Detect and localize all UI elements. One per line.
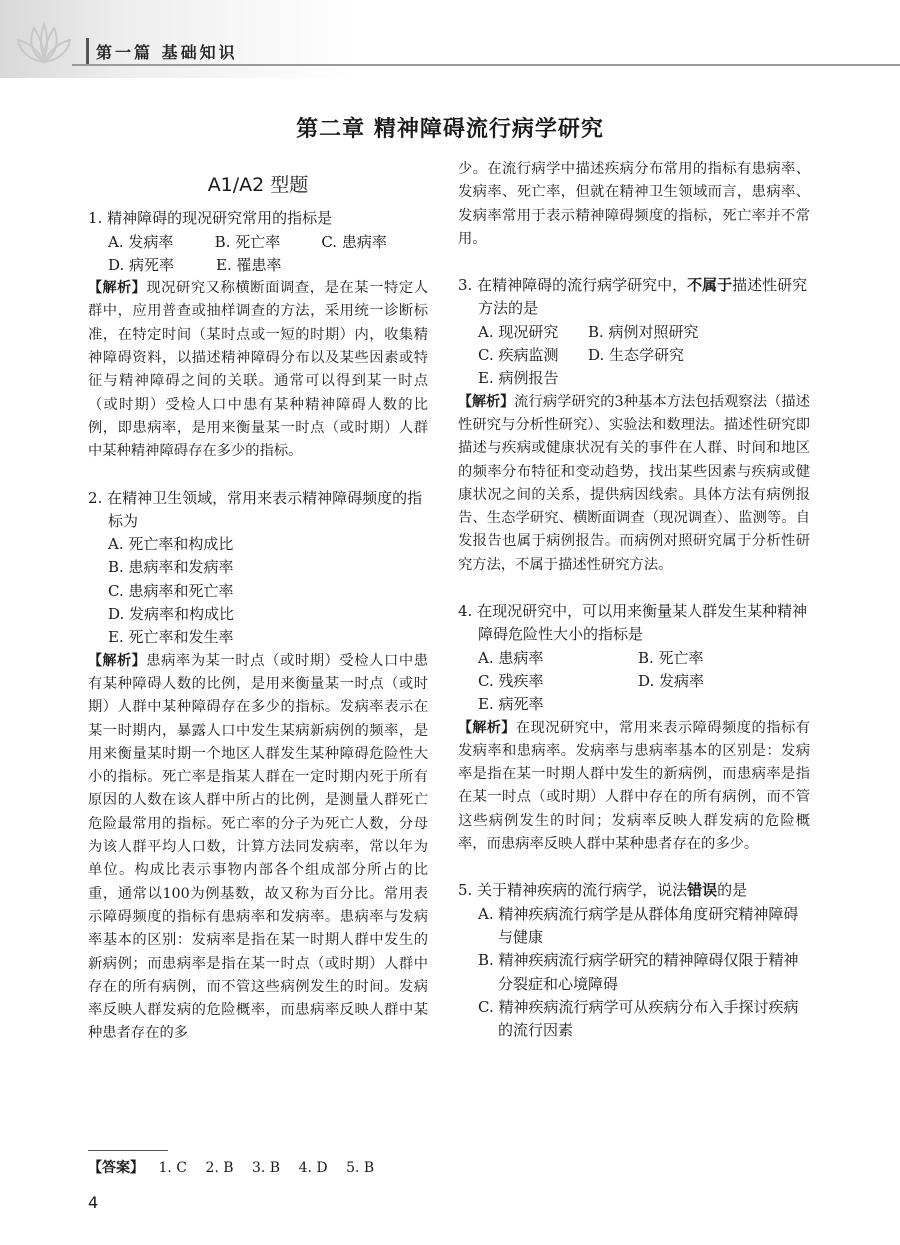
explanation-tag: 【解析】 xyxy=(88,652,147,669)
option-a: A. 发病率 xyxy=(108,232,174,251)
left-column xyxy=(88,158,428,1046)
explanation xyxy=(458,391,810,577)
question-5 xyxy=(458,879,810,1042)
explanation-text: 流行病学研究的3种基本方法包括观察法（描述性研究与分析性研究）、实验法和数理法。描述性研究即描述与疾病或健康状况有关的事件在人群、时间和地区的频率分布特征和变动趋势，找出某些因素与疾病或健康状况之间的关系，提供病因线索。具体方法有病例报告、生态学研究、横断面调查（现况调查）、监测等。自发报告也属于病例报告。而病例对照研究属于分析性研究方法，不属于描述性研究方法。 xyxy=(458,393,810,573)
answer-key xyxy=(88,1157,388,1177)
question-2 xyxy=(88,487,428,1046)
options xyxy=(458,321,810,391)
chapter-title: 第二章 精神障碍流行病学研究 xyxy=(296,116,604,142)
answer-item: 3. B xyxy=(252,1160,281,1176)
explanation-text: 在现况研究中，常用来表示障碍频度的指标有发病率和患病率。发病率与患病率基本的区别是：发病率是指在某一时期人群中发生的新病例，而患病率是指在某一时点（或时期）人群中存在的所有病例，而不管这些病例发生的时间；发病率反映人群发病的危险概率，而患病率反映人群中某种患者存在的多少。 xyxy=(458,719,810,853)
option-b: B. 病例对照研究 xyxy=(588,322,699,341)
answer-item: 5. B xyxy=(346,1160,375,1176)
explanation-tag: 【解析】 xyxy=(458,393,515,410)
explanation-text: 现况研究又称横断面调查，是在某一特定人群中，应用普查或抽样调查的方法，采用统一诊断标准，在特定时间（某时点或一短的时期）内，收集精神障碍资料，以描述精神障碍分布以及某些因素或特征与精神障碍之间的关联。通常可以得到某一时点（或时期）受检人口中患有某种精神障碍人数的比例，即患病率，是用来衡量某一时点（或时期）人群中某种精神障碍存在多少的指标。 xyxy=(88,280,429,460)
footer-rule xyxy=(88,1150,168,1151)
explanation xyxy=(88,277,428,463)
explanation xyxy=(458,717,810,857)
options xyxy=(458,903,810,1043)
page-number: 4 xyxy=(88,1193,99,1212)
option-c: C. 患病率 xyxy=(321,232,387,251)
section-label: 第一篇 基础知识 xyxy=(96,43,238,62)
explanation-tag: 【解析】 xyxy=(458,719,516,736)
option-c: C. 残疾率 xyxy=(478,671,544,690)
lotus-logo-icon xyxy=(14,14,74,70)
option-c: C. 疾病监测 xyxy=(478,346,559,365)
option-b: B. 患病率和发病率 xyxy=(108,558,234,577)
question-stem xyxy=(458,879,810,902)
answer-label: 【答案】 xyxy=(88,1160,144,1176)
explanation xyxy=(88,650,428,1046)
option-b: B. 死亡率 xyxy=(214,232,281,251)
explanation-tag: 【解析】 xyxy=(88,280,147,297)
answer-item: 2. B xyxy=(205,1160,234,1176)
right-column xyxy=(458,158,810,1042)
explanation-continued: 少。在流行病学中描述疾病分布常用的指标有患病率、发病率、死亡率，但就在精神卫生领域而言，患病率、发病率常用于表示精神障碍频度的指标，死亡率并不常用。 xyxy=(458,161,810,247)
option-d: D. 生态学研究 xyxy=(588,346,685,365)
option-c: C. 患病率和死亡率 xyxy=(108,581,234,600)
question-stem: 2. 在精神卫生领域，常用来表示精神障碍频度的指标为 xyxy=(88,488,423,530)
question-type-heading: A1/A2 型题 xyxy=(207,174,309,196)
option-a: A. 死亡率和构成比 xyxy=(108,535,234,554)
option-c: C. 精神疾病流行病学可从疾病分布入手探讨疾病的流行因素 xyxy=(478,997,799,1040)
header-accent-bar xyxy=(86,38,89,64)
options xyxy=(458,647,810,717)
stem-emphasis: 错误 xyxy=(687,881,718,900)
question-4 xyxy=(458,600,810,856)
option-a: A. 患病率 xyxy=(478,648,544,667)
option-d: D. 发病率 xyxy=(638,671,705,690)
option-e: E. 病例报告 xyxy=(478,369,559,388)
header-band xyxy=(0,0,900,78)
option-e: E. 病死率 xyxy=(478,695,544,714)
options xyxy=(88,231,428,278)
options xyxy=(88,533,428,649)
option-d: D. 病死率 xyxy=(108,255,175,274)
question-stem: 1. 精神障碍的现况研究常用的指标是 xyxy=(88,209,333,228)
option-b: B. 死亡率 xyxy=(638,648,704,667)
stem-text: 5. 关于精神疾病的流行病学，说法 xyxy=(458,881,688,900)
option-a: A. 精神疾病流行病学是从群体角度研究精神障碍与健康 xyxy=(478,904,799,946)
question-1 xyxy=(88,207,428,463)
question-stem xyxy=(458,274,810,321)
question-stem: 4. 在现况研究中，可以用来衡量某人群发生某种精神障碍危险性大小的指标是 xyxy=(458,602,808,644)
question-3 xyxy=(458,274,810,577)
header-rule xyxy=(72,64,900,66)
answer-item: 4. D xyxy=(298,1160,328,1176)
answer-item: 1. C xyxy=(158,1160,187,1176)
explanation-text: 患病率为某一时点（或时期）受检人口中患有某种障碍人数的比例，是用来衡量某一时点（或时期）人群中某种障碍存在多少的指标。发病率表示在某一时期内，暴露人口中发生某病新病例的频率，是用来衡量某时期一个地区人群发生某种障碍危险性大小的指标。死亡率是指某人群在一定时期内死于所有原因的人数在该人群中所占的比例，是测量人群死亡危险最常用的指标。死亡率的分子为死亡人数，分母为该人群平均人口数，计算方法同发病率，常以年为单位。构成比表示事物内部各个组成部分所占的比重，通常以100为例基数，故又称为百分比。常用表示障碍频度的指标有患病率和发病率。患病率与发病率基本的区别：发病率是指在某一时期人群中发生的新病例；而患病率是指在某一时点（或时期）人群中存在的所有病例，而不管这些病例发生的时间。发病率反映人群发病的危险概率，而患病率反映人群中某种患者存在的多 xyxy=(88,652,429,1042)
option-e: E. 死亡率和发生率 xyxy=(108,628,234,647)
stem-emphasis: 不属于 xyxy=(687,276,733,295)
option-b: B. 精神疾病流行病学研究的精神障碍仅限于精神分裂症和心境障碍 xyxy=(478,951,799,993)
option-d: D. 发病率和构成比 xyxy=(108,605,235,624)
stem-text: 描述性研究方法的是 xyxy=(478,276,808,318)
stem-text: 的是 xyxy=(717,881,748,900)
stem-text: 3. 在精神障碍的流行病学研究中， xyxy=(458,276,688,295)
option-a: A. 现况研究 xyxy=(478,322,559,341)
option-e: E. 罹患率 xyxy=(216,255,282,274)
